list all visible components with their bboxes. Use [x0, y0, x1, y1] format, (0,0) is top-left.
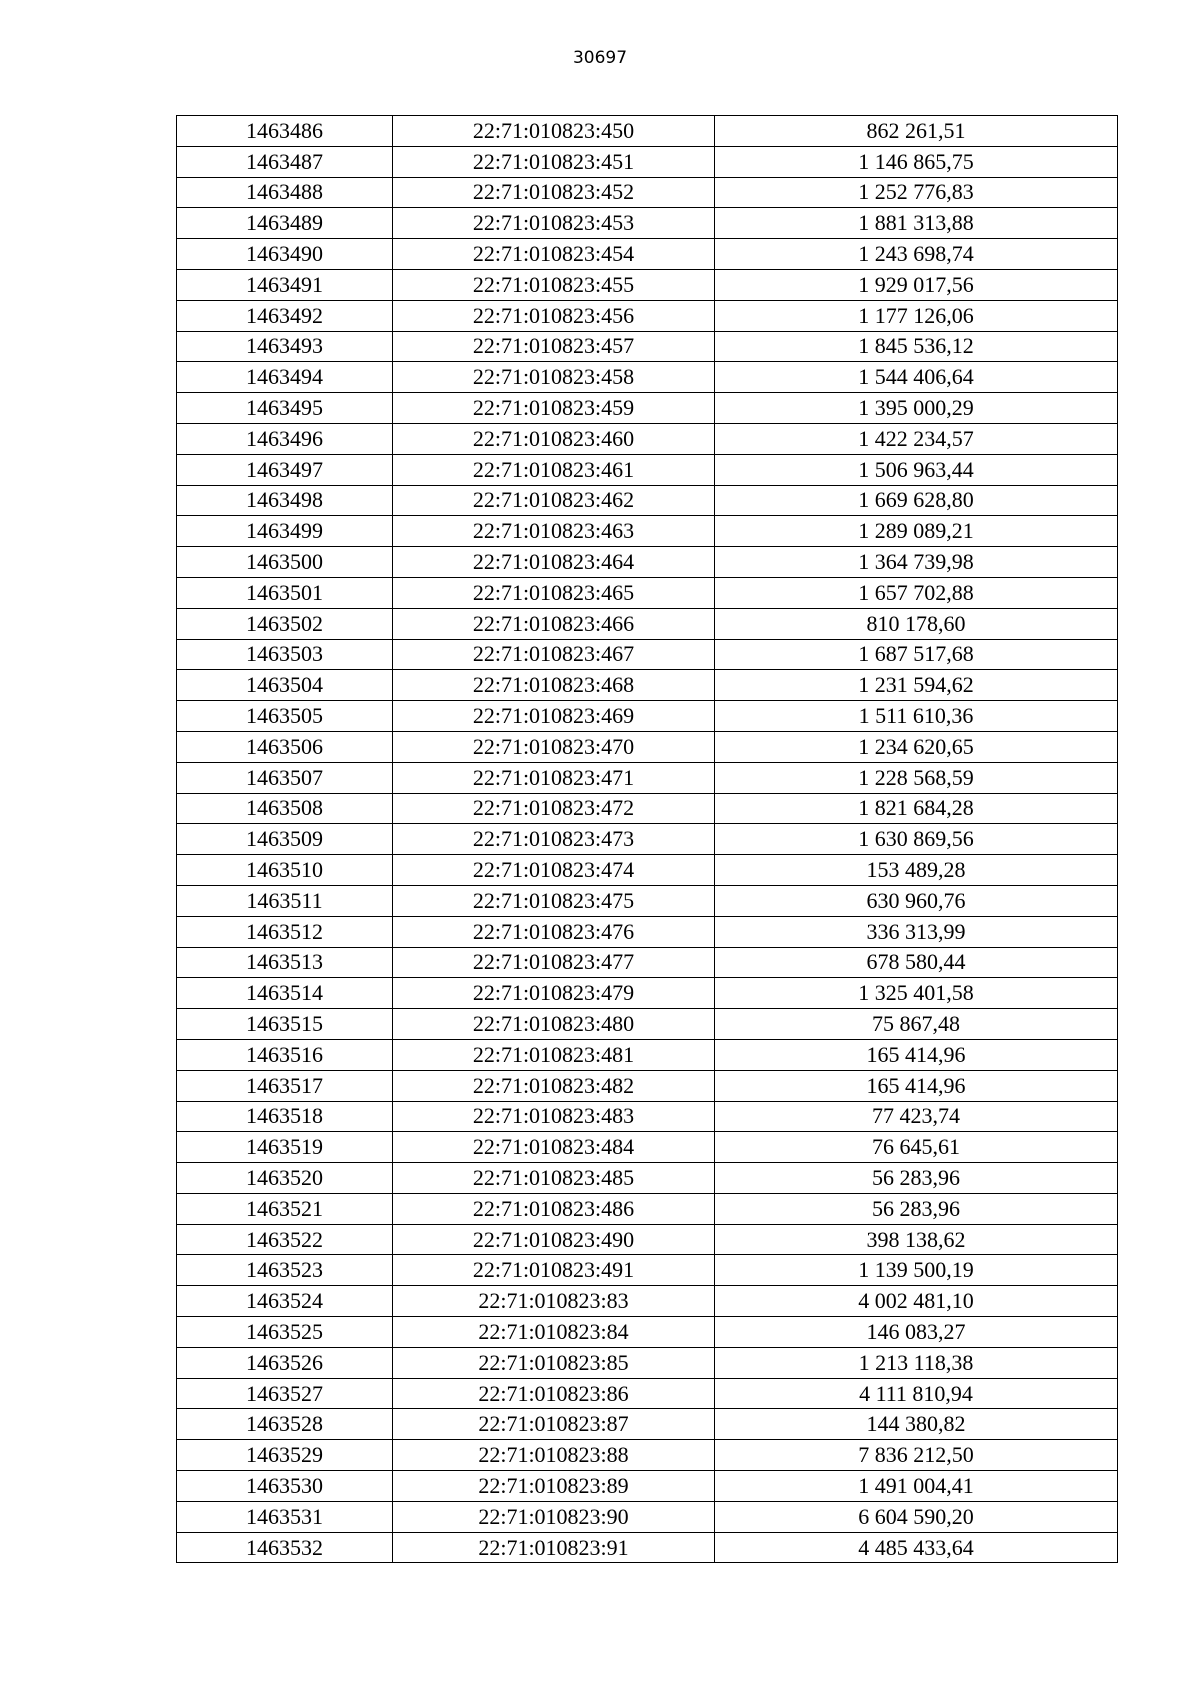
value-cell: 1 544 406,64: [715, 362, 1118, 393]
cadastral-number-cell: 22:71:010823:90: [393, 1501, 715, 1532]
value-cell: 1 228 568,59: [715, 762, 1118, 793]
row-number-cell: 1463518: [177, 1101, 393, 1132]
cadastral-number-cell: 22:71:010823:87: [393, 1409, 715, 1440]
value-cell: 1 491 004,41: [715, 1471, 1118, 1502]
table-row: [177, 824, 1118, 855]
cadastral-number-cell: 22:71:010823:483: [393, 1101, 715, 1132]
value-cell: 1 243 698,74: [715, 239, 1118, 270]
row-number-cell: 1463524: [177, 1286, 393, 1317]
value-cell: 1 881 313,88: [715, 208, 1118, 239]
cadastral-number-cell: 22:71:010823:453: [393, 208, 715, 239]
cadastral-number-cell: 22:71:010823:486: [393, 1193, 715, 1224]
table-row: [177, 1501, 1118, 1532]
table-row: [177, 269, 1118, 300]
table-row: [177, 454, 1118, 485]
table-row: [177, 485, 1118, 516]
row-number-cell: 1463506: [177, 731, 393, 762]
cadastral-number-cell: 22:71:010823:468: [393, 670, 715, 701]
row-number-cell: 1463508: [177, 793, 393, 824]
value-cell: 165 414,96: [715, 1070, 1118, 1101]
table-row: [177, 639, 1118, 670]
table-row: [177, 239, 1118, 270]
row-number-cell: 1463490: [177, 239, 393, 270]
table-body: [177, 116, 1118, 1563]
cadastral-number-cell: 22:71:010823:471: [393, 762, 715, 793]
value-cell: 6 604 590,20: [715, 1501, 1118, 1532]
value-cell: 630 960,76: [715, 885, 1118, 916]
table-row: [177, 1255, 1118, 1286]
table-row: [177, 177, 1118, 208]
table-row: [177, 116, 1118, 147]
row-number-cell: 1463514: [177, 978, 393, 1009]
cadastral-number-cell: 22:71:010823:479: [393, 978, 715, 1009]
cadastral-number-cell: 22:71:010823:461: [393, 454, 715, 485]
row-number-cell: 1463486: [177, 116, 393, 147]
value-cell: 1 325 401,58: [715, 978, 1118, 1009]
cadastral-number-cell: 22:71:010823:475: [393, 885, 715, 916]
row-number-cell: 1463495: [177, 393, 393, 424]
value-cell: 1 213 118,38: [715, 1347, 1118, 1378]
table-row: [177, 1070, 1118, 1101]
cadastral-number-cell: 22:71:010823:464: [393, 547, 715, 578]
cadastral-number-cell: 22:71:010823:490: [393, 1224, 715, 1255]
row-number-cell: 1463511: [177, 885, 393, 916]
cadastral-number-cell: 22:71:010823:85: [393, 1347, 715, 1378]
value-cell: 77 423,74: [715, 1101, 1118, 1132]
table-row: [177, 731, 1118, 762]
row-number-cell: 1463509: [177, 824, 393, 855]
value-cell: 1 422 234,57: [715, 423, 1118, 454]
cadastral-number-cell: 22:71:010823:455: [393, 269, 715, 300]
cadastral-number-cell: 22:71:010823:450: [393, 116, 715, 147]
row-number-cell: 1463521: [177, 1193, 393, 1224]
cadastral-number-cell: 22:71:010823:91: [393, 1532, 715, 1563]
table-row: [177, 1132, 1118, 1163]
table-row: [177, 1163, 1118, 1194]
row-number-cell: 1463513: [177, 947, 393, 978]
cadastral-number-cell: 22:71:010823:481: [393, 1039, 715, 1070]
row-number-cell: 1463498: [177, 485, 393, 516]
row-number-cell: 1463492: [177, 300, 393, 331]
table-row: [177, 916, 1118, 947]
value-cell: 1 364 739,98: [715, 547, 1118, 578]
table-row: [177, 793, 1118, 824]
cadastral-number-cell: 22:71:010823:454: [393, 239, 715, 270]
table-row: [177, 1409, 1118, 1440]
table-row: [177, 423, 1118, 454]
table-row: [177, 1317, 1118, 1348]
table-row: [177, 1378, 1118, 1409]
value-cell: 1 177 126,06: [715, 300, 1118, 331]
table-row: [177, 978, 1118, 1009]
row-number-cell: 1463510: [177, 855, 393, 886]
cadastral-number-cell: 22:71:010823:480: [393, 1009, 715, 1040]
row-number-cell: 1463502: [177, 608, 393, 639]
value-cell: 4 485 433,64: [715, 1532, 1118, 1563]
cadastral-number-cell: 22:71:010823:88: [393, 1440, 715, 1471]
cadastral-number-cell: 22:71:010823:463: [393, 516, 715, 547]
value-cell: 1 234 620,65: [715, 731, 1118, 762]
row-number-cell: 1463528: [177, 1409, 393, 1440]
table-row: [177, 1224, 1118, 1255]
value-cell: 165 414,96: [715, 1039, 1118, 1070]
table-row: [177, 762, 1118, 793]
row-number-cell: 1463527: [177, 1378, 393, 1409]
row-number-cell: 1463489: [177, 208, 393, 239]
table-row: [177, 1440, 1118, 1471]
value-cell: 862 261,51: [715, 116, 1118, 147]
value-cell: 1 821 684,28: [715, 793, 1118, 824]
cadastral-number-cell: 22:71:010823:452: [393, 177, 715, 208]
row-number-cell: 1463488: [177, 177, 393, 208]
cadastral-number-cell: 22:71:010823:456: [393, 300, 715, 331]
table-row: [177, 1101, 1118, 1132]
row-number-cell: 1463493: [177, 331, 393, 362]
cadastral-number-cell: 22:71:010823:89: [393, 1471, 715, 1502]
value-cell: 336 313,99: [715, 916, 1118, 947]
table-row: [177, 331, 1118, 362]
table-row: [177, 1039, 1118, 1070]
row-number-cell: 1463499: [177, 516, 393, 547]
row-number-cell: 1463516: [177, 1039, 393, 1070]
table-row: [177, 701, 1118, 732]
value-cell: 1 146 865,75: [715, 146, 1118, 177]
table-row: [177, 670, 1118, 701]
cadastral-number-cell: 22:71:010823:482: [393, 1070, 715, 1101]
table-row: [177, 547, 1118, 578]
row-number-cell: 1463522: [177, 1224, 393, 1255]
cadastral-number-cell: 22:71:010823:83: [393, 1286, 715, 1317]
value-cell: 678 580,44: [715, 947, 1118, 978]
row-number-cell: 1463525: [177, 1317, 393, 1348]
value-cell: 1 289 089,21: [715, 516, 1118, 547]
table-row: [177, 885, 1118, 916]
table-row: [177, 1347, 1118, 1378]
row-number-cell: 1463487: [177, 146, 393, 177]
cadastral-number-cell: 22:71:010823:469: [393, 701, 715, 732]
value-cell: 153 489,28: [715, 855, 1118, 886]
cadastral-number-cell: 22:71:010823:467: [393, 639, 715, 670]
row-number-cell: 1463529: [177, 1440, 393, 1471]
row-number-cell: 1463530: [177, 1471, 393, 1502]
row-number-cell: 1463523: [177, 1255, 393, 1286]
cadastral-number-cell: 22:71:010823:472: [393, 793, 715, 824]
cadastral-number-cell: 22:71:010823:462: [393, 485, 715, 516]
table-row: [177, 1193, 1118, 1224]
value-cell: 1 139 500,19: [715, 1255, 1118, 1286]
value-cell: 1 506 963,44: [715, 454, 1118, 485]
cadastral-number-cell: 22:71:010823:466: [393, 608, 715, 639]
table-row: [177, 855, 1118, 886]
cadastral-number-cell: 22:71:010823:485: [393, 1163, 715, 1194]
value-cell: 810 178,60: [715, 608, 1118, 639]
value-cell: 398 138,62: [715, 1224, 1118, 1255]
value-cell: 1 252 776,83: [715, 177, 1118, 208]
row-number-cell: 1463500: [177, 547, 393, 578]
row-number-cell: 1463496: [177, 423, 393, 454]
value-cell: 1 630 869,56: [715, 824, 1118, 855]
value-cell: 1 231 594,62: [715, 670, 1118, 701]
table-row: [177, 1532, 1118, 1563]
cadastral-number-cell: 22:71:010823:474: [393, 855, 715, 886]
cadastral-number-cell: 22:71:010823:484: [393, 1132, 715, 1163]
value-cell: 76 645,61: [715, 1132, 1118, 1163]
row-number-cell: 1463501: [177, 577, 393, 608]
cadastral-number-cell: 22:71:010823:459: [393, 393, 715, 424]
value-cell: 7 836 212,50: [715, 1440, 1118, 1471]
value-cell: 4 111 810,94: [715, 1378, 1118, 1409]
value-cell: 1 395 000,29: [715, 393, 1118, 424]
row-number-cell: 1463507: [177, 762, 393, 793]
table-row: [177, 208, 1118, 239]
cadastral-number-cell: 22:71:010823:465: [393, 577, 715, 608]
value-cell: 4 002 481,10: [715, 1286, 1118, 1317]
table-row: [177, 516, 1118, 547]
cadastral-number-cell: 22:71:010823:473: [393, 824, 715, 855]
table-row: [177, 577, 1118, 608]
cadastral-number-cell: 22:71:010823:457: [393, 331, 715, 362]
cadastral-number-cell: 22:71:010823:460: [393, 423, 715, 454]
cadastral-value-table: [176, 115, 1118, 1563]
value-cell: 144 380,82: [715, 1409, 1118, 1440]
cadastral-number-cell: 22:71:010823:476: [393, 916, 715, 947]
row-number-cell: 1463497: [177, 454, 393, 485]
value-cell: 1 511 610,36: [715, 701, 1118, 732]
row-number-cell: 1463520: [177, 1163, 393, 1194]
cadastral-number-cell: 22:71:010823:470: [393, 731, 715, 762]
value-cell: 75 867,48: [715, 1009, 1118, 1040]
value-cell: 1 845 536,12: [715, 331, 1118, 362]
row-number-cell: 1463517: [177, 1070, 393, 1101]
row-number-cell: 1463504: [177, 670, 393, 701]
value-cell: 1 687 517,68: [715, 639, 1118, 670]
cadastral-number-cell: 22:71:010823:477: [393, 947, 715, 978]
value-cell: 1 669 628,80: [715, 485, 1118, 516]
table-row: [177, 1009, 1118, 1040]
row-number-cell: 1463526: [177, 1347, 393, 1378]
row-number-cell: 1463512: [177, 916, 393, 947]
table-row: [177, 1286, 1118, 1317]
table-row: [177, 1471, 1118, 1502]
row-number-cell: 1463532: [177, 1532, 393, 1563]
page-number: 30697: [572, 48, 628, 68]
table-row: [177, 300, 1118, 331]
value-cell: 56 283,96: [715, 1163, 1118, 1194]
row-number-cell: 1463503: [177, 639, 393, 670]
cadastral-number-cell: 22:71:010823:451: [393, 146, 715, 177]
table-row: [177, 146, 1118, 177]
table-row: [177, 393, 1118, 424]
cadastral-number-cell: 22:71:010823:491: [393, 1255, 715, 1286]
row-number-cell: 1463491: [177, 269, 393, 300]
table-row: [177, 608, 1118, 639]
row-number-cell: 1463531: [177, 1501, 393, 1532]
row-number-cell: 1463505: [177, 701, 393, 732]
row-number-cell: 1463519: [177, 1132, 393, 1163]
value-cell: 146 083,27: [715, 1317, 1118, 1348]
value-cell: 1 929 017,56: [715, 269, 1118, 300]
table-row: [177, 362, 1118, 393]
cadastral-number-cell: 22:71:010823:458: [393, 362, 715, 393]
table-row: [177, 947, 1118, 978]
value-cell: 56 283,96: [715, 1193, 1118, 1224]
row-number-cell: 1463515: [177, 1009, 393, 1040]
cadastral-number-cell: 22:71:010823:86: [393, 1378, 715, 1409]
cadastral-number-cell: 22:71:010823:84: [393, 1317, 715, 1348]
row-number-cell: 1463494: [177, 362, 393, 393]
value-cell: 1 657 702,88: [715, 577, 1118, 608]
